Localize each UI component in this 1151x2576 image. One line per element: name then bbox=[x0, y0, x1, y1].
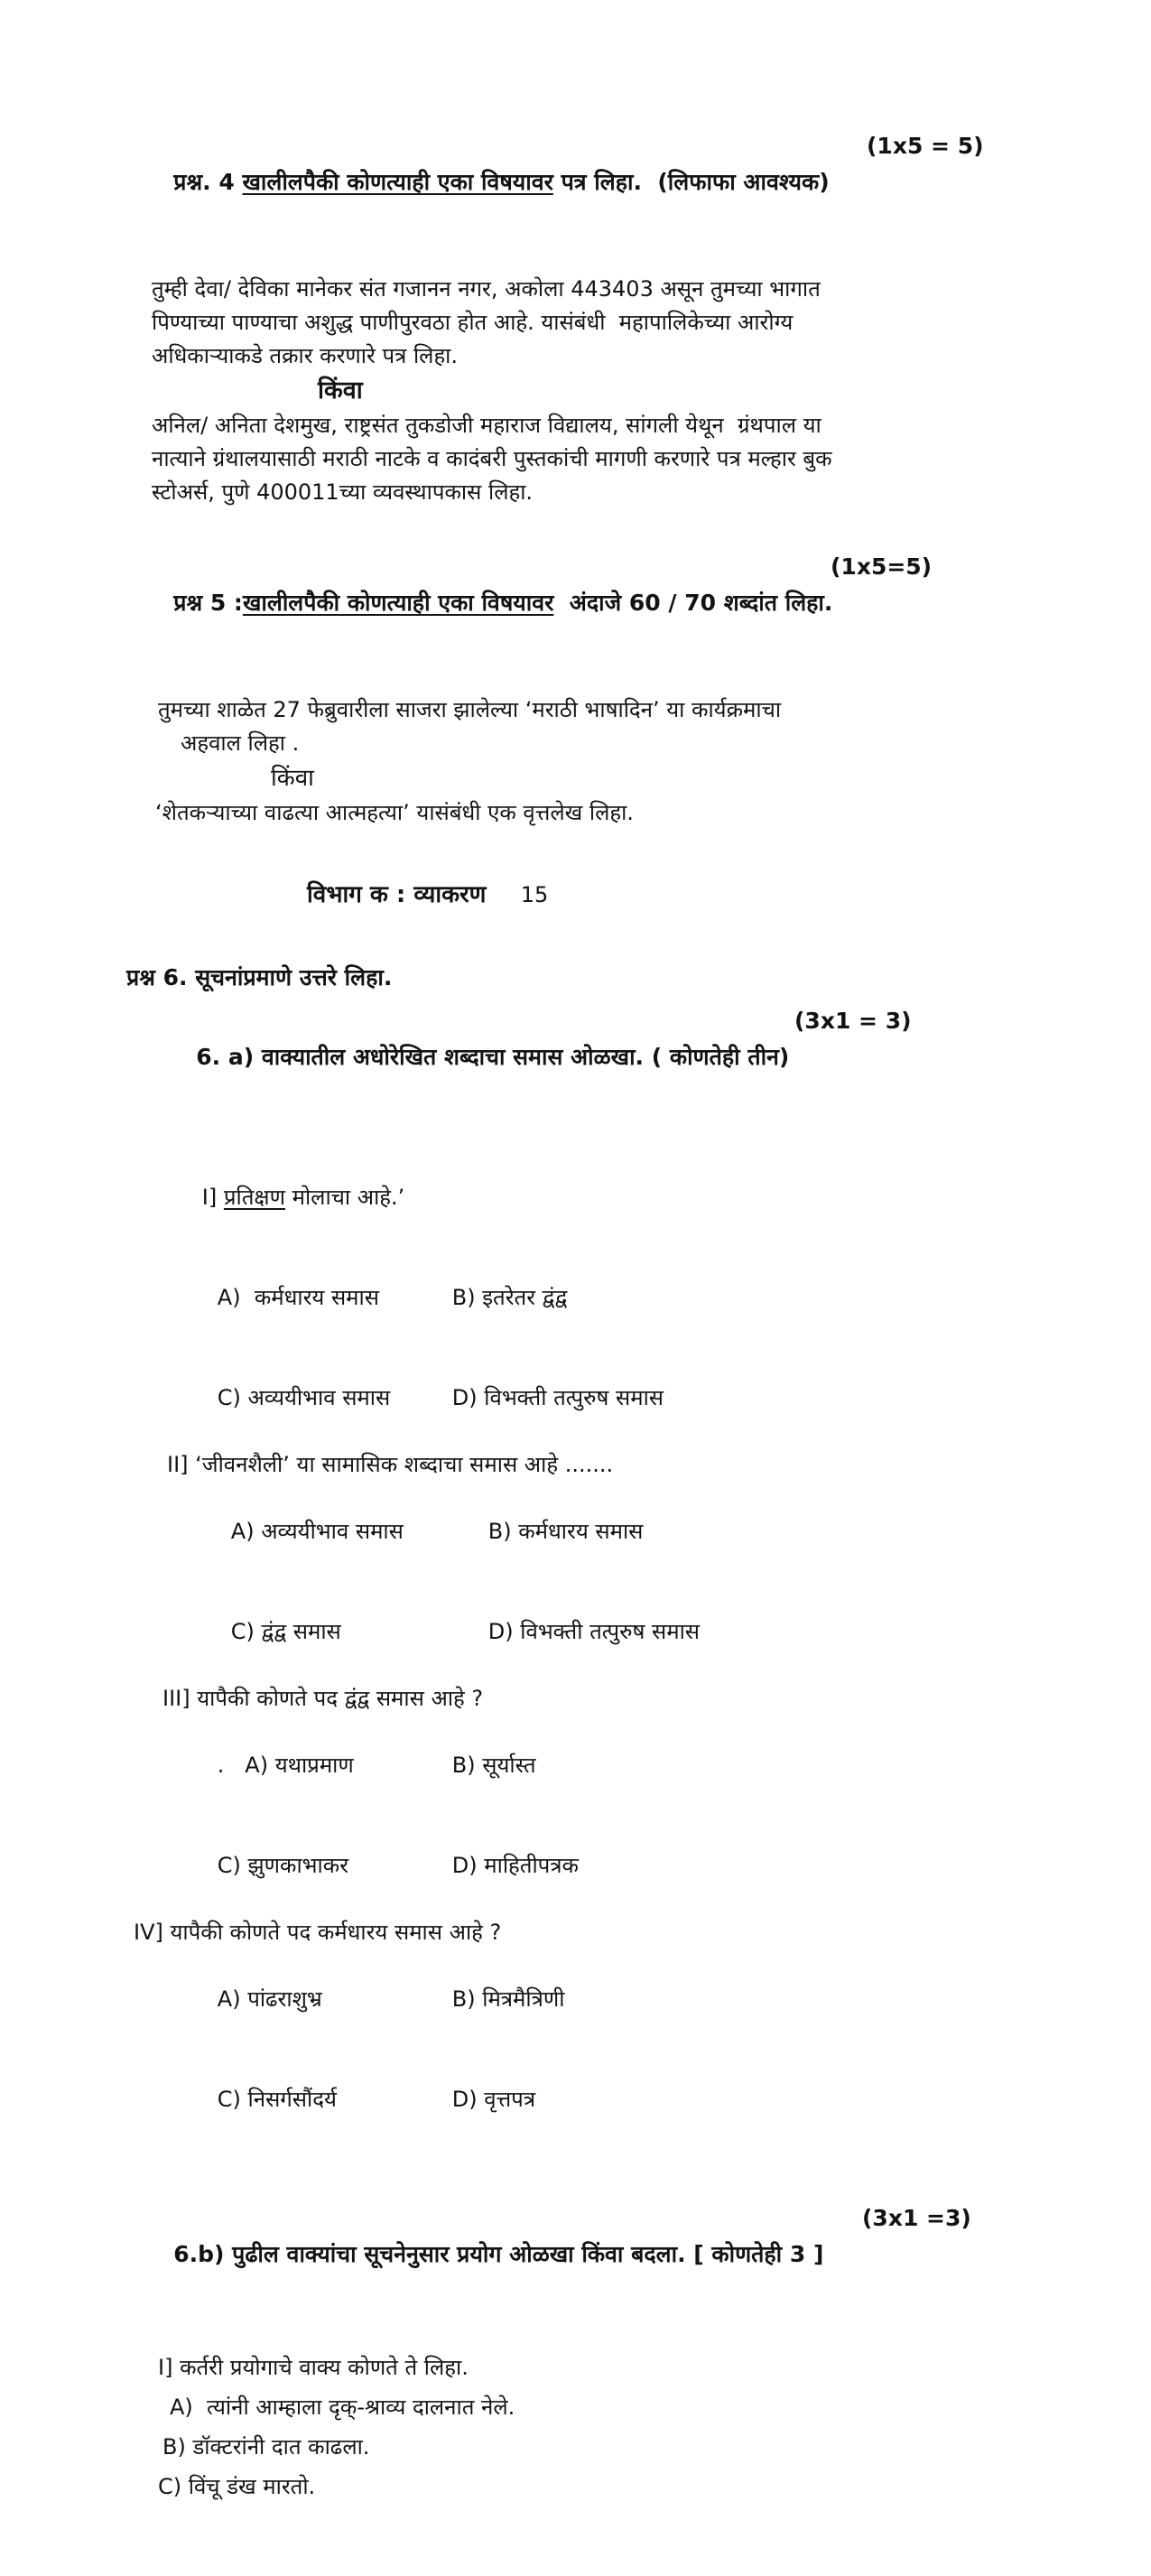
q6a-item1-question bbox=[161, 1148, 1061, 1248]
q6a-item4-options-row1 bbox=[176, 1949, 1061, 2050]
q6a-item2-question: II] ‘जीवनशैली’ या सामासिक शब्दाचा समास आहे ....... bbox=[167, 1452, 614, 1477]
question-6 bbox=[126, 960, 1061, 2504]
q5-body-line3: ‘शेतकऱ्याच्या वाढत्या आत्महत्या’ यासंबंधी एक वृत्तलेख लिहा. bbox=[155, 800, 634, 825]
q6a-item3-question: III] यापैकी कोणते पद द्वंद्व समास आहे ? bbox=[162, 1686, 484, 1711]
q6a-item4-options-row2 bbox=[176, 2050, 1061, 2150]
section-heading-row bbox=[307, 877, 1061, 913]
q4-para2-line3: स्टोअर्स, पुणे 400011च्या व्यवस्थापकास लिहा. bbox=[152, 479, 534, 505]
q6-header: प्रश्न 6. सूचनांप्रमाणे उत्तरे लिहा. bbox=[126, 964, 393, 990]
q5-body-line1: तुमच्या शाळेत 27 फेब्रुवारीला साजरा झालेल्या ‘मराठी भाषादिन’ या कार्यक्रमाचा bbox=[158, 697, 782, 722]
q6a-item3-options-row2 bbox=[176, 1816, 1061, 1916]
question-4 bbox=[126, 128, 1061, 509]
q6a-item1-options-row1 bbox=[176, 1248, 1061, 1348]
q6a-item4-question: IV] यापैकी कोणते पद कर्मधारय समास आहे ? bbox=[134, 1920, 502, 1945]
q6a-title: 6. a) वाक्यातील अधोरेखित शब्दाचा समास ओळखा. ( कोणतेही तीन) bbox=[196, 1044, 790, 1070]
q6b-header bbox=[126, 2200, 1061, 2345]
option-c: C) झुणकाभाकर bbox=[217, 1853, 349, 1878]
q6b-line4: C) विंचू डंख मारतो. bbox=[158, 2474, 316, 2499]
q6a-header bbox=[149, 1003, 1061, 1148]
q4-para2-line2: नात्याने ग्रंथालयासाठी मराठी नाटके व कादंबरी पुस्तकांची मागणी करणारे पत्र मल्हार बुक bbox=[152, 446, 832, 471]
q6b-line3: B) डॉक्टरांनी दात काढला. bbox=[162, 2434, 370, 2460]
q5-topic-underlined: खालीलपैकी कोणत्याही एका विषयावर bbox=[242, 590, 554, 616]
option-d: D) वृत्तपत्र bbox=[451, 2087, 536, 2112]
option-b: B) सूर्यास्त bbox=[451, 1753, 536, 1778]
option-a: A) पांढराशुभ्र bbox=[217, 1986, 322, 2012]
q5-number: प्रश्न 5 : bbox=[173, 590, 243, 616]
q6a-item1-underlined-word: प्रतिक्षण bbox=[223, 1185, 285, 1210]
q6a-item1-suffix: मोलाचा आहे.’ bbox=[284, 1185, 405, 1210]
q4-para2-line1: अनिल/ अनिता देशमुख, राष्ट्रसंत तुकडोजी महाराज विद्यालय, सांगली येथून ग्रंथपाल या bbox=[152, 413, 821, 438]
q6a-marks: (3x1 = 3) bbox=[794, 1008, 912, 1034]
option-c: C) निसर्गसौंदर्य bbox=[217, 2087, 337, 2112]
q6b-line2: A) त्यांनी आम्हाला दृक्-श्राव्य दालनात नेले. bbox=[170, 2395, 515, 2420]
q6a-item2-options-row1 bbox=[190, 1482, 1061, 1582]
q5-header bbox=[126, 549, 1061, 693]
q6a-item1-prefix: I] bbox=[201, 1185, 224, 1210]
q5-instruction: अंदाजे 60 / 70 शब्दांत लिहा. bbox=[553, 590, 833, 616]
q4-topic-underlined: खालीलपैकी कोणत्याही एका विषयावर bbox=[242, 169, 553, 195]
q4-para1-line1: तुम्ही देवा/ देविका मानेकर संत गजानन नगर, अकोला 443403 असून तुमच्या भागात bbox=[152, 276, 821, 302]
option-b: B) इतरेतर द्वंद्व bbox=[451, 1285, 568, 1310]
q6a-item2-options-row2 bbox=[190, 1582, 1061, 1682]
option-b: B) कर्मधारय समास bbox=[487, 1519, 644, 1544]
q6b-marks: (3x1 =3) bbox=[862, 2205, 971, 2231]
section-title: विभाग क : व्याकरण bbox=[307, 881, 487, 908]
q4-number: प्रश्न. 4 bbox=[173, 169, 243, 195]
q5-body-line2: अहवाल लिहा . bbox=[181, 730, 300, 756]
q6b-line1: I] कर्तरी प्रयोगाचे वाक्य कोणते ते लिहा. bbox=[158, 2355, 469, 2380]
option-a: A) कर्मधारय समास bbox=[217, 1285, 379, 1310]
q4-para1-line3: अधिकाऱ्याकडे तक्रार करणारे पत्र लिहा. bbox=[152, 343, 459, 368]
option-a: . A) यथाप्रमाण bbox=[217, 1753, 354, 1778]
q5-marks: (1x5=5) bbox=[831, 553, 933, 580]
option-d: D) माहितीपत्रक bbox=[451, 1853, 579, 1878]
q4-header bbox=[126, 128, 1061, 273]
option-a: A) अव्ययीभाव समास bbox=[230, 1519, 404, 1544]
question-5 bbox=[126, 549, 1061, 830]
q4-instruction: पत्र लिहा. (लिफाफा आवश्यक) bbox=[552, 169, 830, 195]
q5-or-label: किंवा bbox=[271, 765, 314, 792]
section-marks: 15 bbox=[520, 882, 549, 907]
q4-marks: (1x5 = 5) bbox=[867, 133, 984, 159]
q4-para1-line2: पिण्याच्या पाण्याचा अशुद्ध पाणीपुरवठा होत आहे. यासंबंधी महापालिकेच्या आरोग्य bbox=[152, 310, 794, 335]
q4-or-label: किंवा bbox=[318, 377, 363, 405]
q6b-title: 6.b) पुढील वाक्यांचा सूचनेनुसार प्रयोग ओळखा किंवा बदला. [ कोणतेही 3 ] bbox=[173, 2241, 824, 2267]
option-c: C) द्वंद्व समास bbox=[230, 1619, 341, 1644]
option-c: C) अव्ययीभाव समास bbox=[217, 1385, 391, 1410]
q6a-item1-options-row2 bbox=[176, 1348, 1061, 1448]
option-d: D) विभक्ती तत्पुरुष समास bbox=[487, 1619, 701, 1644]
option-d: D) विभक्ती तत्पुरुष समास bbox=[451, 1385, 664, 1410]
option-b: B) मित्रमैत्रिणी bbox=[451, 1986, 565, 2012]
q6a-item3-options-row1 bbox=[176, 1716, 1061, 1816]
